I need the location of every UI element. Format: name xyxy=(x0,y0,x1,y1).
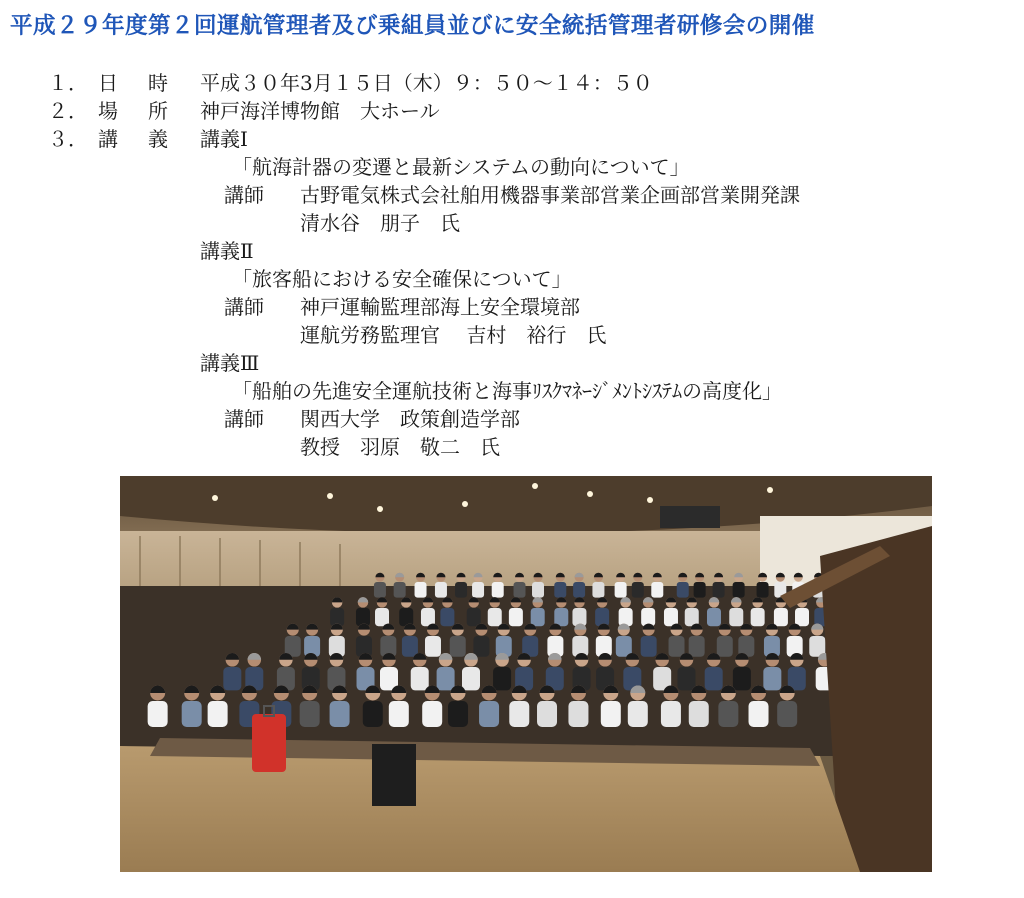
lecture-1-topic: 「航海計器の変遷と最新システムの動向について」 xyxy=(232,155,690,179)
item-key-2: 義 xyxy=(148,127,168,151)
lecturer-label: 講師 xyxy=(224,295,264,319)
item-number: １． xyxy=(48,71,88,95)
lecturer-affiliation: 関西大学 政策創造学部 xyxy=(300,407,520,431)
item-key-2: 所 xyxy=(148,99,168,123)
item-number: ２． xyxy=(48,99,88,123)
item-key-1: 日 xyxy=(98,71,118,95)
lecturer-label: 講師 xyxy=(224,407,264,431)
item-value: 平成３０年3月１５日（木）９：５０～１４：５０ xyxy=(200,71,653,95)
lecture-2-label: 講義Ⅱ xyxy=(200,239,254,263)
lecture-3-label: 講義Ⅲ xyxy=(200,351,260,375)
item-number: ３． xyxy=(48,127,88,151)
lecture-1-label: 講義Ⅰ xyxy=(200,127,248,151)
lecturer-name: 教授 羽原 敬二 氏 xyxy=(300,435,500,459)
item-key-1: 場 xyxy=(98,99,118,123)
item-key-2: 時 xyxy=(148,71,168,95)
lecturer-name: 清水谷 朋子 氏 xyxy=(300,211,460,235)
lecturer-name: 運航労務監理官 吉村 裕行 氏 xyxy=(300,323,607,347)
item-key-1: 講 xyxy=(98,127,118,151)
lecturer-affiliation: 古野電気株式会社舶用機器事業部営業企画部営業開発課 xyxy=(300,183,800,207)
item-value: 神戸海洋博物館 大ホール xyxy=(200,99,440,123)
lecturer-affiliation: 神戸運輸監理部海上安全環境部 xyxy=(300,295,580,319)
lecture-2-topic: 「旅客船における安全確保について」 xyxy=(232,267,572,291)
lecture-hall-audience-photo xyxy=(120,476,932,872)
page-title: 平成２９年度第２回運航管理者及び乗組員並びに安全統括管理者研修会の開催 xyxy=(10,13,815,39)
lecturer-label: 講師 xyxy=(224,183,264,207)
lecture-3-topic: 「船舶の先進安全運航技術と海事ﾘｽｸﾏﾈｰｼﾞﾒﾝﾄｼｽﾃﾑの高度化」 xyxy=(232,379,782,403)
